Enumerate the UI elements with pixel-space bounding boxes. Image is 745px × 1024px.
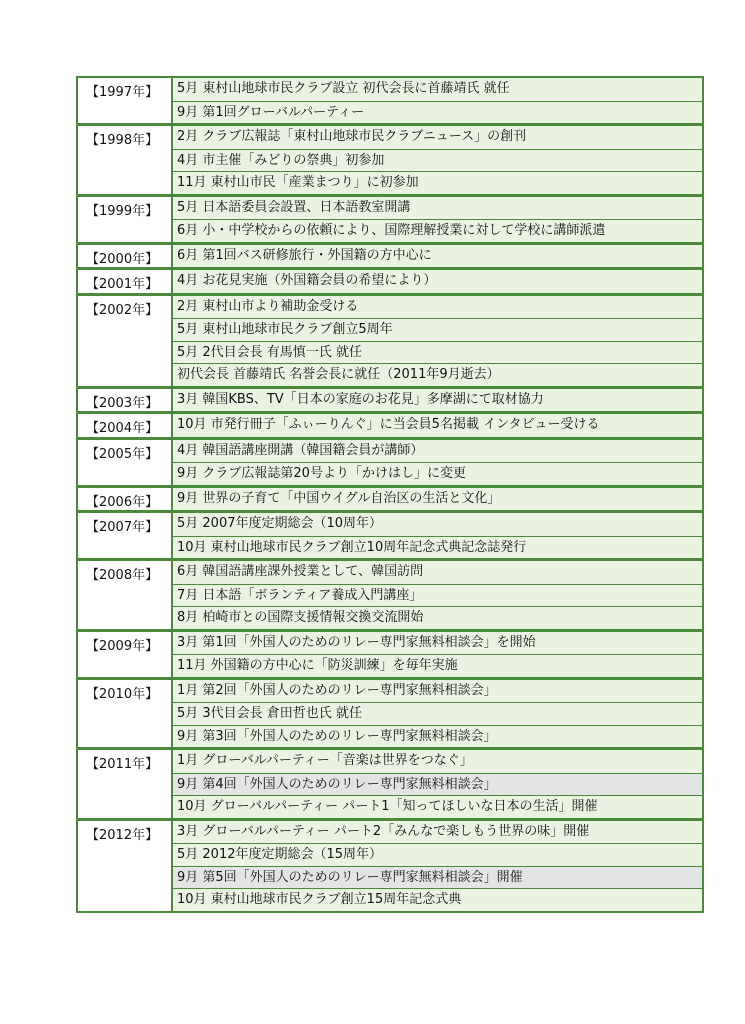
year-group bbox=[76, 195, 704, 243]
year-group bbox=[76, 294, 704, 387]
event-list bbox=[173, 488, 702, 511]
event-row: 7月 日本語「ボランティア養成入門講座」 bbox=[173, 584, 702, 607]
year-group bbox=[76, 124, 704, 195]
event-row: 4月 お花見実施（外国籍会員の希望により） bbox=[173, 270, 702, 293]
event-list bbox=[173, 561, 702, 629]
event-row: 2月 クラブ広報誌「東村山地球市民クラブニュース」の創刊 bbox=[173, 126, 702, 149]
event-list bbox=[173, 78, 702, 123]
year-label: 【2008年】 bbox=[78, 561, 173, 629]
year-label: 【2001年】 bbox=[78, 270, 173, 293]
event-list bbox=[173, 440, 702, 485]
year-label: 【1997年】 bbox=[78, 78, 173, 123]
event-row: 5月 2代目会長 有馬慎一氏 就任 bbox=[173, 341, 702, 364]
event-row: 11月 外国籍の方中心に「防災訓練」を毎年実施 bbox=[173, 654, 702, 677]
event-list bbox=[173, 513, 702, 558]
year-group bbox=[76, 387, 704, 413]
event-list bbox=[173, 750, 702, 818]
year-group bbox=[76, 630, 704, 678]
year-label: 【2000年】 bbox=[78, 245, 173, 268]
year-label: 【2005年】 bbox=[78, 440, 173, 485]
year-group bbox=[76, 76, 704, 124]
event-row: 5月 2007年度定期総会（10周年） bbox=[173, 513, 702, 536]
event-row: 9月 世界の子育て「中国ウイグル自治区の生活と文化」 bbox=[173, 488, 702, 511]
year-group bbox=[76, 748, 704, 819]
event-list bbox=[173, 632, 702, 677]
year-label: 【1998年】 bbox=[78, 126, 173, 194]
event-row: 4月 韓国語講座開講（韓国籍会員が講師） bbox=[173, 440, 702, 463]
year-group bbox=[76, 438, 704, 486]
event-list bbox=[173, 680, 702, 748]
event-list bbox=[173, 197, 702, 242]
year-group bbox=[76, 678, 704, 749]
year-label: 【2012年】 bbox=[78, 821, 173, 911]
year-label: 【2009年】 bbox=[78, 632, 173, 677]
year-label: 【2010年】 bbox=[78, 680, 173, 748]
event-row: 9月 第1回グローバルパーティー bbox=[173, 101, 702, 124]
event-row: 8月 柏崎市との国際支援情報交換交流開始 bbox=[173, 606, 702, 629]
event-row: 9月 第3回「外国人のためのリレー専門家無料相談会」 bbox=[173, 725, 702, 748]
event-list bbox=[173, 296, 702, 386]
event-row: 3月 韓国KBS、TV「日本の家庭のお花見」多摩湖にて取材協力 bbox=[173, 389, 702, 412]
event-row: 10月 グローバルパーティー パート1「知ってほしいな日本の生活」開催 bbox=[173, 795, 702, 818]
event-row: 11月 東村山市民「産業まつり」に初参加 bbox=[173, 171, 702, 194]
year-label: 【2007年】 bbox=[78, 513, 173, 558]
event-row: 3月 第1回「外国人のためのリレー専門家無料相談会」を開始 bbox=[173, 632, 702, 655]
year-group bbox=[76, 819, 704, 913]
event-list bbox=[173, 389, 702, 412]
event-list bbox=[173, 245, 702, 268]
event-list bbox=[173, 821, 702, 911]
year-group bbox=[76, 412, 704, 438]
event-row: 9月 クラブ広報誌第20号より「かけはし」に変更 bbox=[173, 462, 702, 485]
year-label: 【2003年】 bbox=[78, 389, 173, 412]
event-row: 9月 第5回「外国人のためのリレー専門家無料相談会」開催 bbox=[173, 866, 702, 889]
event-row: 5月 東村山地球市民クラブ設立 初代会長に首藤靖氏 就任 bbox=[173, 78, 702, 101]
event-list bbox=[173, 270, 702, 293]
year-label: 【2004年】 bbox=[78, 414, 173, 437]
event-row: 5月 3代目会長 倉田哲也氏 就任 bbox=[173, 702, 702, 725]
event-row: 5月 東村山地球市民クラブ創立5周年 bbox=[173, 318, 702, 341]
year-label: 【1999年】 bbox=[78, 197, 173, 242]
event-row: 3月 グローバルパーティー パート2「みんなで楽しもう世界の味」開催 bbox=[173, 821, 702, 844]
event-row: 9月 第4回「外国人のためのリレー専門家無料相談会」 bbox=[173, 773, 702, 796]
event-list bbox=[173, 414, 702, 437]
year-label: 【2006年】 bbox=[78, 488, 173, 511]
year-group bbox=[76, 268, 704, 294]
event-row: 5月 日本語委員会設置、日本語教室開講 bbox=[173, 197, 702, 220]
year-group bbox=[76, 243, 704, 269]
year-label: 【2011年】 bbox=[78, 750, 173, 818]
event-row: 10月 東村山地球市民クラブ創立10周年記念式典記念誌発行 bbox=[173, 536, 702, 559]
event-row: 10月 東村山地球市民クラブ創立15周年記念式典 bbox=[173, 888, 702, 911]
event-row: 6月 第1回バス研修旅行・外国籍の方中心に bbox=[173, 245, 702, 268]
event-row: 初代会長 首藤靖氏 名誉会長に就任（2011年9月逝去） bbox=[173, 363, 702, 386]
event-row: 6月 韓国語講座課外授業として、韓国訪問 bbox=[173, 561, 702, 584]
year-group bbox=[76, 511, 704, 559]
history-table bbox=[76, 76, 704, 913]
event-row: 1月 第2回「外国人のためのリレー専門家無料相談会」 bbox=[173, 680, 702, 703]
event-row: 10月 市発行冊子「ふぃーりんぐ」に当会員5名掲載 インタビュー受ける bbox=[173, 414, 702, 437]
event-row: 6月 小・中学校からの依頼により、国際理解授業に対して学校に講師派遣 bbox=[173, 219, 702, 242]
event-row: 4月 市主催「みどりの祭典」初参加 bbox=[173, 149, 702, 172]
year-group bbox=[76, 559, 704, 630]
year-label: 【2002年】 bbox=[78, 296, 173, 386]
year-group bbox=[76, 486, 704, 512]
event-row: 1月 グローバルパーティー「音楽は世界をつなぐ」 bbox=[173, 750, 702, 773]
event-row: 5月 2012年度定期総会（15周年） bbox=[173, 843, 702, 866]
event-list bbox=[173, 126, 702, 194]
event-row: 2月 東村山市より補助金受ける bbox=[173, 296, 702, 319]
